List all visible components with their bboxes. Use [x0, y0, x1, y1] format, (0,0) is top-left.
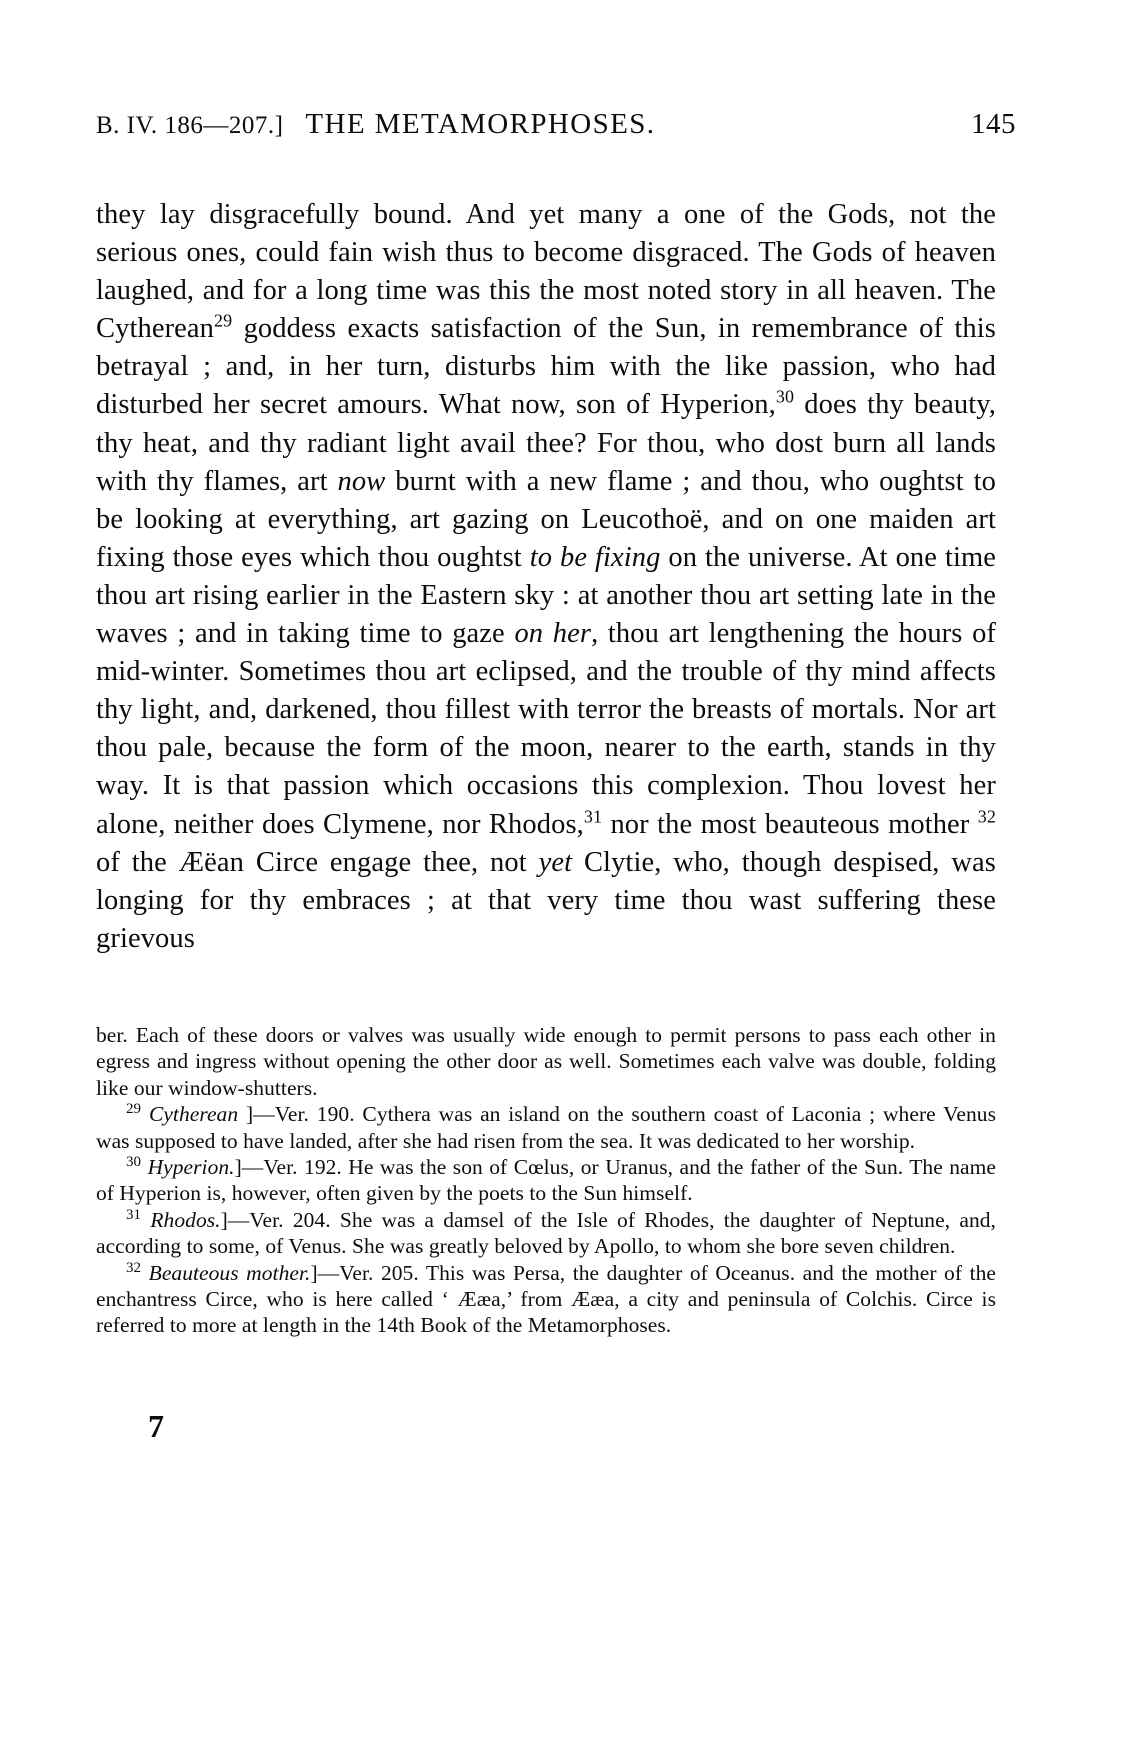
- footnote-item-32: [96, 1260, 996, 1339]
- footnote-ref-31[interactable]: 31: [583, 806, 603, 826]
- footnote-text-29: ]—Ver. 190. Cythera was an island on the southern coast of Laconia ; where Venus was supposed to have landed, after she had risen from the sea. It was dedicated to her worship.: [96, 1102, 996, 1153]
- footnote-marker-30: 30: [126, 1153, 142, 1170]
- footnote-text-32: ]—Ver. 205. This was Persa, the daughter of Oceanus. and the mother of the enchantress Circe, who is here called ‘ Ææa,’ from Ææa, a city and peninsula of Colchis. Circe is referred to more at length in the 14th Book of the Metamorphoses.: [96, 1260, 996, 1338]
- body-text-segment-3: does thy beauty, thy heat, and thy radiant light avail thee? For thou, who dost burn all lands with thy flames, art: [96, 389, 996, 497]
- body-emphasis-now: now: [337, 465, 386, 497]
- footnote-item-29: [96, 1101, 996, 1154]
- body-text-segment-7: nor the most beauteous mother: [602, 808, 978, 840]
- body-text-segment-8: of the Æëan Circe engage thee, not: [96, 846, 539, 878]
- footnote-ref-30[interactable]: 30: [775, 386, 795, 407]
- footnote-ref-32[interactable]: 32: [977, 806, 996, 826]
- footnotes-section: [96, 1022, 996, 1339]
- footnote-marker-32: 32: [126, 1259, 142, 1276]
- body-paragraph: [96, 196, 996, 958]
- footnote-lemma-29: Cytherean: [148, 1102, 239, 1127]
- footnote-text-31: ]—Ver. 204. She was a damsel of the Isle of Rhodes, the daughter of Neptune, and, according to some, of Venus. She was greatly beloved by Apollo, to whom she bore seven children.: [96, 1207, 996, 1259]
- running-head-reference: B. IV. 186—207.]: [96, 112, 284, 139]
- body-emphasis-yet: yet: [538, 846, 573, 878]
- body-text-segment-6: , thou art lengthening the hours of mid-winter. Sometimes thou art eclipsed, and the trouble of thy mind affects thy light, and, darkened, thou fillest with terror the breasts of mortals. Nor art thou pale, because the form of the moon, nearer to the earth, stands in thy way. It is that passion which occasions this complexion. Thou lovest her alone, neither does Clymene, nor Rhodos,: [96, 618, 997, 840]
- body-emphasis-to-be-fixing: to be fixing: [529, 541, 661, 573]
- body-text-segment-5: on the universe. At one time thou art rising earlier in the Eastern sky : at another thou art setting late in the waves ; and in taking time to gaze: [96, 541, 996, 650]
- body-text-segment-9: Clytie, who, though despised, was longing for thy embraces ; at that very time thou wast suffering these grievous: [96, 846, 996, 954]
- body-text-segment-4: burnt with a new flame ; and thou, who oughtst to be looking at everything, art gazing on Leucothoë, and on one maiden art fixing those eyes which thou oughtst: [96, 465, 996, 573]
- footnote-lemma-30: Hyperion.: [147, 1155, 235, 1180]
- body-text-segment-2: goddess exacts satisfaction of the Sun, in remembrance of this betrayal ; and, in her turn, disturbs him with the like passion, who had disturbed her secret amours. What now, son of Hyperion,: [96, 313, 996, 421]
- footnote-item-30: [96, 1154, 996, 1207]
- footnote-marker-29: 29: [126, 1101, 142, 1118]
- footnote-text-30: ]—Ver. 192. He was the son of Cœlus, or Uranus, and the father of the Sun. The name of Hyperion is, however, often given by the poets to the Sun himself.: [96, 1155, 996, 1206]
- page-number: 145: [971, 108, 1016, 140]
- footnote-lemma-32: Beauteous mother.: [148, 1260, 311, 1285]
- footnote-ref-29[interactable]: 29: [214, 310, 233, 331]
- footnote-item-31: [96, 1207, 996, 1260]
- running-header: [96, 108, 1016, 141]
- footnote-carryover: ber. Each of these doors or valves was usually wide enough to permit persons to pass each other in egress and ingress without opening the other door as well. Sometimes each valve was double, folding like our window-shutters.: [96, 1023, 996, 1100]
- footnote-marker-31: 31: [126, 1206, 142, 1223]
- body-emphasis-on-her: on her: [514, 618, 592, 650]
- body-text-segment-1: they lay disgracefully bound. And yet many a one of the Gods, not the serious ones, could fain wish thus to become disgraced. The Gods of heaven laughed, and for a long time was this the most noted story in all heaven. The Cytherean: [96, 199, 996, 345]
- footnote-lemma-31: Rhodos.: [150, 1207, 221, 1232]
- signature-mark: 7: [148, 1408, 164, 1444]
- page-title: THE METAMORPHOSES.: [305, 108, 656, 140]
